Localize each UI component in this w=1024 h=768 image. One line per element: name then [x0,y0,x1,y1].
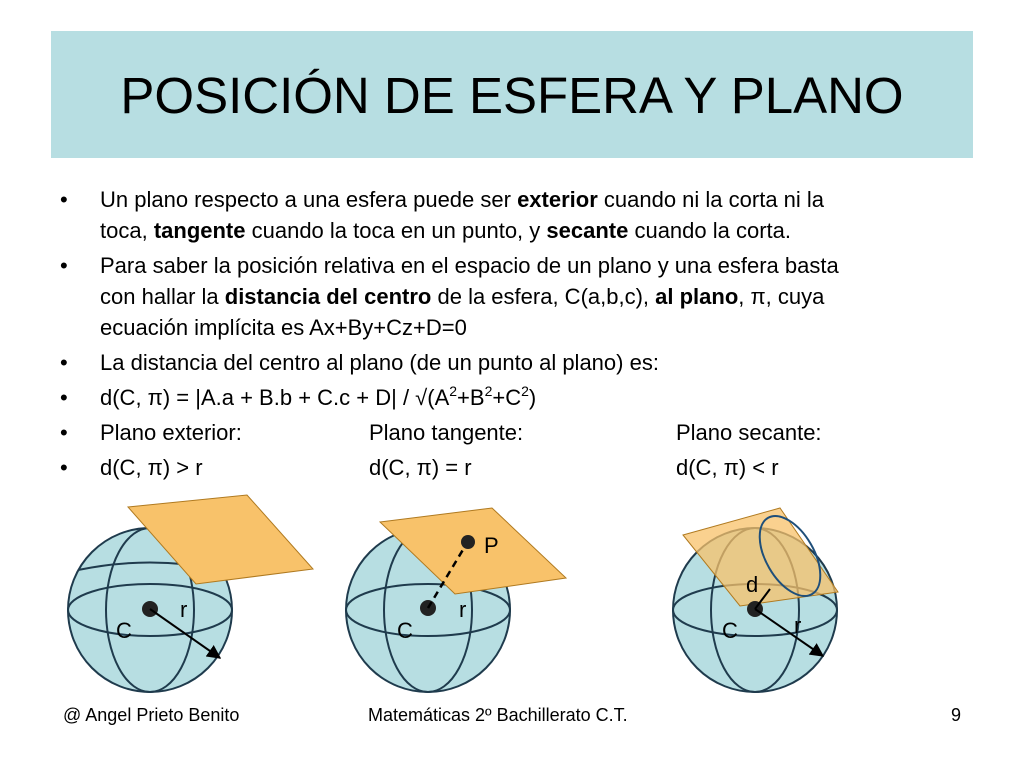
bold-text: al plano [655,284,739,309]
formula-text: +B [457,385,485,410]
figure-tangente [346,508,566,692]
bold-text: tangente [153,218,246,243]
label-secante: Plano secante: [676,420,822,445]
superscript: 2 [449,383,458,399]
label-exterior: • Plano exterior: [100,420,242,445]
text: Un plano respecto a una esfera puede ser [100,187,518,212]
formula-text: d(C, π) = |A.a + B.b + C.c + D| / √(A [100,385,450,410]
center-label: C [397,618,413,643]
tangent-point [461,535,475,549]
radius-label: r [459,597,467,622]
bold-text: secante [546,218,629,243]
text: cuando ni la corta ni la [597,187,825,212]
text: ecuación implícita es Ax+By+Cz+D=0 [100,315,467,340]
superscript: 2 [521,383,529,399]
point-label: P [484,533,499,558]
radius-label: r [794,613,802,638]
formula-text: ) [528,385,537,410]
formula-text: +C [492,385,522,410]
center-label: C [116,618,132,643]
label-tangente: Plano tangente: [369,420,524,445]
condition-secante: d(C, π) < r [676,455,779,480]
text: , π, cuya [738,284,825,309]
superscript: 2 [484,383,493,399]
text: cuando la corta. [628,218,792,243]
radius-label: r [180,597,188,622]
bold-text: distancia del centro [224,284,432,309]
text: de la esfera, C(a,b,c), [431,284,656,309]
condition-tangente: d(C, π) = r [369,455,472,480]
slide-title: POSICIÓN DE ESFERA Y PLANO [120,67,904,124]
distance-label: d [746,572,759,597]
footer-author: @ Angel Prieto Benito [63,705,240,725]
text: con hallar la [100,284,225,309]
footer-course: Matemáticas 2º Bachillerato C.T. [368,705,628,725]
center-label: C [722,618,738,643]
figure-exterior [68,495,313,692]
footer-page-number: 9 [951,705,962,725]
condition-exterior: • d(C, π) > r [100,455,203,480]
bold-text: exterior [517,187,598,212]
text: La distancia del centro al plano (de un punto al plano) es: [100,350,659,375]
figure-secante [673,506,838,692]
text: toca, [100,218,154,243]
text: cuando la toca en un punto, y [245,218,547,243]
text: Para saber la posición relativa en el espacio de un plano y una esfera basta [100,253,839,278]
